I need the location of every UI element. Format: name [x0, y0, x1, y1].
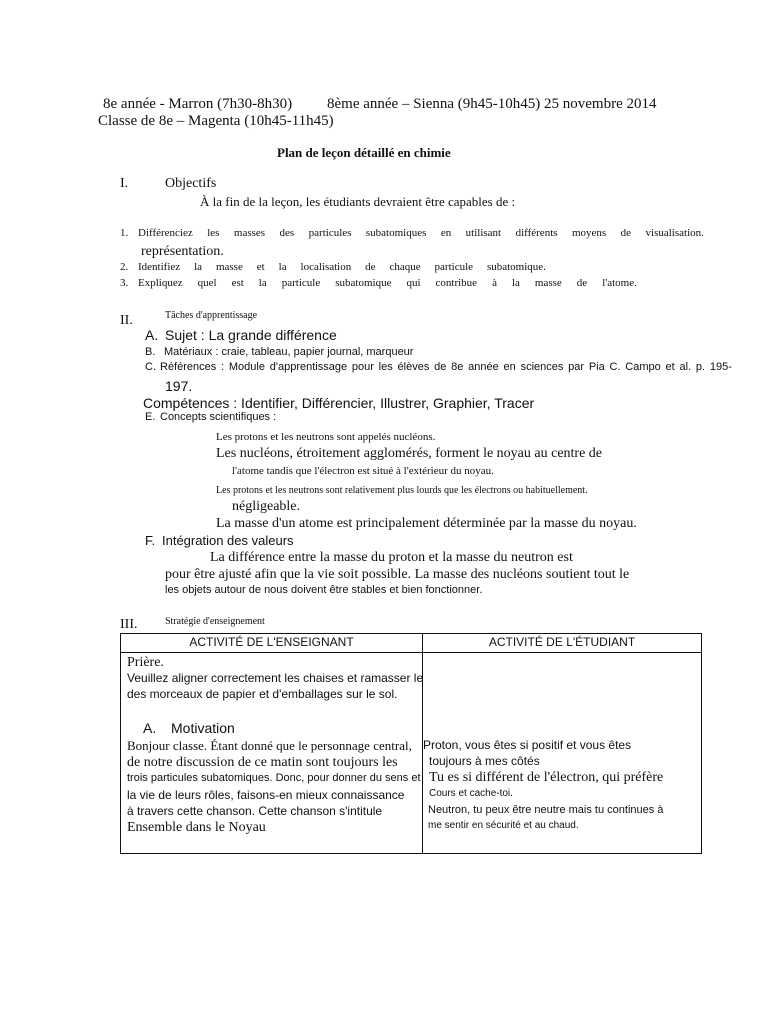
objective-2-word: subatomique. [486, 261, 546, 273]
references-word: année [468, 361, 499, 373]
objective-2-word: et [256, 261, 265, 273]
objective-3-word: contribue [435, 277, 478, 289]
section-1-heading: Objectifs [165, 176, 217, 191]
teacher-instruction-line-2: des morceaux de papier et d'emballages sur le sol. [127, 687, 398, 701]
class-schedule-marron: 8e année - Marron (7h30-8h30) [103, 96, 293, 112]
objective-3-word: la [511, 277, 520, 289]
objective-3-word: subatomique [335, 277, 392, 289]
objective-2-word: la [278, 261, 287, 273]
objective-2-word: particule [434, 261, 474, 273]
student-activity-header: ACTIVITÉ DE L'ÉTUDIANT [488, 635, 636, 649]
objective-1-word: en [440, 227, 452, 239]
teacher-priere: Prière. [127, 655, 164, 670]
objective-1-word: différents [515, 227, 558, 239]
concept-3: Les protons et les neutrons sont relativement plus lourds que les électrons ou habituellement. [216, 485, 588, 496]
references-word: Références [160, 361, 217, 373]
references-word: Pia [588, 361, 605, 373]
references-word: al. [679, 361, 692, 373]
objective-1-number: 1. [120, 227, 129, 239]
objective-1-continuation: représentation. [141, 244, 224, 259]
section-3-heading: Stratégie d'enseignement [165, 616, 265, 627]
objective-3-word: quel [197, 277, 217, 289]
concept-3-continuation: négligeable. [232, 499, 301, 514]
references-text [160, 361, 732, 373]
materials-text: Matériaux : craie, tableau, papier journal, marqueur [164, 346, 414, 358]
objective-3 [138, 277, 637, 289]
references-word: : [221, 361, 225, 373]
objective-3-word: particule [281, 277, 321, 289]
objective-3-word: masse [534, 277, 562, 289]
student-line-3: Tu es si différent de l'électron, qui préfère [429, 770, 664, 785]
objective-1-word: masses [233, 227, 266, 239]
objective-3-number: 3. [120, 277, 129, 289]
references-word: de [434, 361, 447, 373]
objective-2-word: masse [215, 261, 243, 273]
objective-1-word: utilisant [465, 227, 502, 239]
references-word: en [503, 361, 516, 373]
objective-1 [138, 227, 704, 239]
student-line-6: me sentir en sécurité et au chaud. [428, 820, 579, 831]
references-word: et [665, 361, 675, 373]
objective-2-word: la [194, 261, 203, 273]
references-word: Module [228, 361, 265, 373]
values-heading: Intégration des valeurs [162, 533, 294, 548]
objective-1-word: les [207, 227, 220, 239]
references-word: 195- [709, 361, 732, 373]
objective-3-word: Expliquez [138, 277, 183, 289]
references-word: les [378, 361, 393, 373]
concepts-label: E. [145, 411, 156, 423]
values-line-2: pour être ajusté afin que la vie soit possible. La masse des nucléons soutient tout le [165, 567, 630, 582]
student-line-5: Neutron, tu peux être neutre mais tu continues à [428, 804, 664, 816]
objective-3-word: qui [406, 277, 421, 289]
objectives-intro: À la fin de la leçon, les étudiants devraient être capables de : [200, 194, 516, 209]
concept-2-continuation: l'atome tandis que l'électron est situé à l'extérieur du noyau. [232, 465, 494, 477]
motivation-heading: Motivation [171, 720, 235, 736]
references-word: p. [695, 361, 706, 373]
section-3-numeral: III. [120, 617, 138, 632]
topic-label: A. [145, 327, 159, 343]
student-line-1: Proton, vous êtes si positif et vous êtes [423, 738, 632, 752]
objective-2-word: de [365, 261, 376, 273]
references-word: pour [351, 361, 374, 373]
class-schedule-magenta: Classe de 8e – Magenta (10h45-11h45) [98, 113, 334, 129]
objective-3-word: de [576, 277, 588, 289]
references-word: d'apprentissage [269, 361, 348, 373]
objective-1-word: subatomiques [365, 227, 427, 239]
values-label: F. [145, 533, 156, 548]
concept-1: Les protons et les neutrons sont appelés nucléons. [216, 431, 436, 443]
references-word: sciences [520, 361, 564, 373]
values-line-1: La différence entre la masse du proton et la masse du neutron est [210, 550, 573, 565]
references-word: par [568, 361, 585, 373]
concepts-heading: Concepts scientifiques : [160, 411, 277, 423]
objective-2-number: 2. [120, 261, 129, 273]
objective-1-word: Différenciez [138, 227, 193, 239]
references-label: C. [145, 361, 156, 373]
teacher-activity-header: ACTIVITÉ DE L'ENSEIGNANT [189, 635, 354, 649]
references-word: Campo [625, 361, 661, 373]
objective-3-word: la [258, 277, 267, 289]
section-2-numeral: II. [120, 313, 133, 328]
teacher-motivation-line-4: la vie de leurs rôles, faisons-en mieux connaissance [127, 788, 405, 802]
objective-3-word: l'atome. [602, 277, 637, 289]
teacher-motivation-line-2: de notre discussion de ce matin sont toujours les [127, 755, 398, 770]
objective-3-word: à [492, 277, 497, 289]
objective-1-word: particules [308, 227, 352, 239]
topic-text: Sujet : La grande différence [165, 327, 337, 343]
song-title: Ensemble dans le Noyau [127, 820, 266, 835]
references-word: C. [609, 361, 621, 373]
objective-1-word: de [620, 227, 632, 239]
concept-4: La masse d'un atome est principalement déterminée par la masse du noyau. [216, 516, 637, 531]
page-title: Plan de leçon détaillé en chimie [277, 145, 451, 160]
references-word: 8e [451, 361, 464, 373]
section-1-numeral: I. [120, 176, 129, 191]
table-header-divider [121, 652, 701, 653]
student-line-4: Cours et cache-toi. [429, 788, 513, 799]
objective-1-word: des [279, 227, 295, 239]
teacher-motivation-line-3: trois particules subatomiques. Donc, pour donner du sens et [127, 772, 421, 784]
concept-2: Les nucléons, étroitement agglomérés, forment le noyau au centre de [216, 446, 603, 461]
materials-label: B. [145, 346, 156, 358]
activity-table [120, 633, 702, 854]
teacher-motivation-line-1: Bonjour classe. Étant donné que le personnage central, [127, 738, 412, 753]
objective-2 [138, 261, 546, 273]
objective-3-word: est [231, 277, 244, 289]
motivation-label: A. [143, 720, 157, 736]
class-schedule-sienna-date: 8ème année – Sienna (9h45-10h45) 25 novembre 2014 [327, 96, 657, 112]
section-2-heading: Tâches d'apprentissage [165, 310, 258, 321]
teacher-motivation-line-5: à travers cette chanson. Cette chanson s'intitule [127, 804, 383, 818]
objective-2-word: chaque [389, 261, 421, 273]
student-line-2: toujours à mes côtés [429, 754, 540, 768]
objective-2-word: Identifiez [138, 261, 181, 273]
teacher-instruction-line-1: Veuillez aligner correctement les chaises et ramasser le [127, 671, 424, 685]
objective-2-word: localisation [300, 261, 352, 273]
references-word: élèves [397, 361, 430, 373]
objective-1-word: visualisation. [645, 227, 704, 239]
references-continuation: 197. [165, 378, 193, 394]
values-line-3: les objets autour de nous doivent être stables et bien fonctionner. [165, 584, 483, 596]
competences-text: Compétences : Identifier, Différencier, Illustrer, Graphier, Tracer [143, 395, 535, 411]
objective-1-word: moyens [571, 227, 607, 239]
